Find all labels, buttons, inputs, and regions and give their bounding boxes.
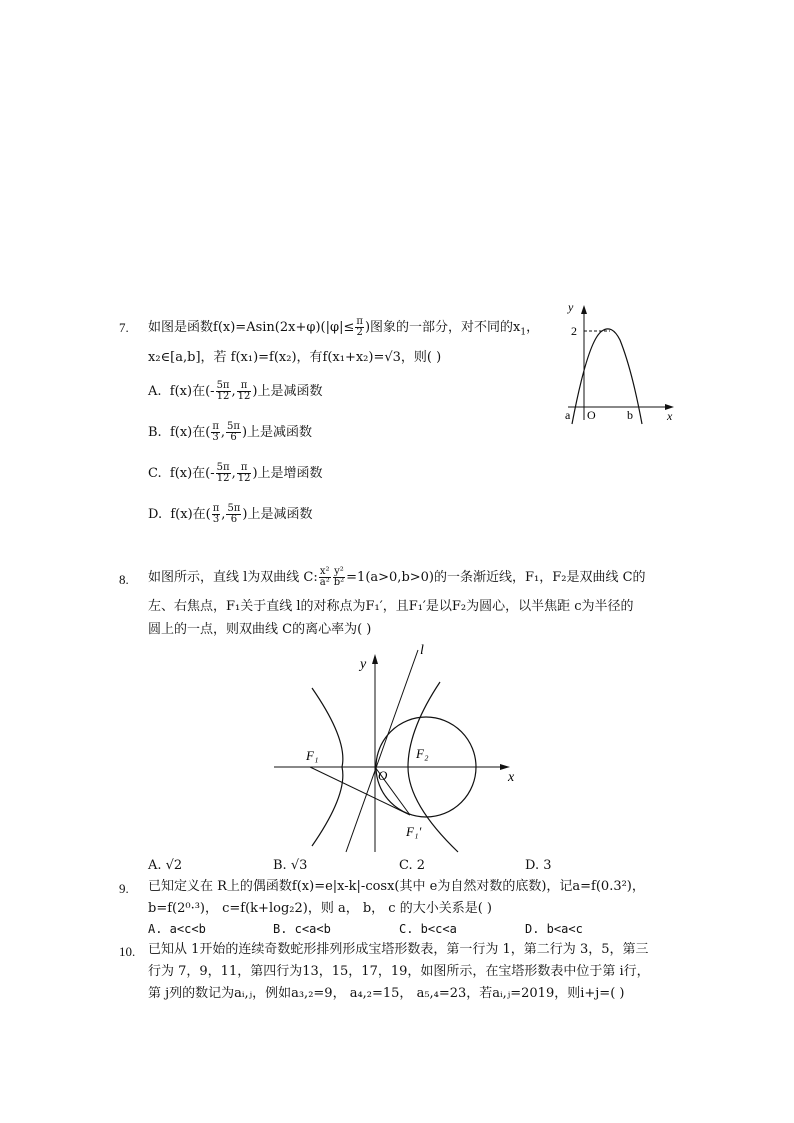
q7-graph-y-label: y	[568, 300, 574, 314]
q10-line1: 已知从 1开始的连续奇数蛇形排列形成宝塔形数表，第一行为 1，第二行为 3，5，第三	[148, 942, 649, 957]
q7-graph-b-label: b	[627, 408, 633, 422]
q8-option-c[interactable]: C. 2	[399, 858, 426, 873]
q8-hyperbola-figure	[268, 640, 528, 855]
q9-line1: 已知定义在 R上的偶函数f(x)=e|x-k|-cosx(其中 e为自然对数的底数)，记a=f(0.3²)，	[148, 879, 645, 894]
q8-figure-f1-label: F₁	[306, 748, 319, 763]
q8-line1: 如图所示，直线 l为双曲线 C: $\frac{\text{x²}}{\text{a²}}$ $\frac{\text{y²}}{\text{b²}}$ =1(a>0,b>0)的一条渐近线，F₁，F₂是双曲线 C的	[148, 566, 646, 588]
q8-figure-y-label: y	[360, 657, 367, 672]
q7-option-a[interactable]: A. f(x)在(- $\frac{5\pi}{12}$ , $\frac{\pi}{12}$ )上是减函数	[148, 380, 323, 402]
q8-figure-x-label: x	[508, 770, 515, 785]
q10-line2: 行为 7，9，11，第四行为13，15，17，19，如图所示，在宝塔形数表中位于第 i行，	[148, 964, 650, 979]
q8-figure-l-label: l	[420, 643, 424, 658]
q7-graph-x-label: x	[667, 409, 673, 423]
q8-figure-origin-label: O	[378, 768, 388, 783]
q8-option-b[interactable]: B. √3	[273, 858, 308, 873]
q9-option-b[interactable]: B. c<a<b	[273, 922, 331, 936]
q10-number: 10.	[119, 944, 136, 959]
q8-option-d[interactable]: D. 3	[525, 858, 552, 873]
q7-graph-origin-label: O	[587, 408, 596, 422]
q7-graph-a-label: a	[565, 408, 571, 422]
q9-option-c[interactable]: C. b<c<a	[399, 922, 457, 936]
q7-option-d[interactable]: D. f(x)在( $\frac{\pi}{3}$ , $\frac{5\pi}{6}$ )上是减函数	[148, 503, 313, 525]
q9-option-d[interactable]: D. b<a<c	[525, 922, 583, 936]
q7-number: 7.	[119, 320, 129, 335]
q10-line3: 第 j列的数记为aᵢ,ⱼ，例如a₃,₂=9， a₄,₂=15， a₅,₄=23，若aᵢ,ⱼ=2019，则i+j=( )	[148, 986, 625, 1001]
q7-option-b[interactable]: B. f(x)在( $\frac{\pi}{3}$ , $\frac{5\pi}{6}$ )上是减函数	[148, 421, 313, 443]
q9-number: 9.	[119, 881, 129, 896]
q7-sine-graph	[560, 300, 680, 430]
q8-line3: 圆上的一点，则双曲线 C的离心率为( )	[148, 622, 372, 637]
q7-graph-max-label: 2	[571, 324, 577, 338]
q7-stem-line1: 如图是函数f(x)=Asin(2x+φ)(|φ|≤ $\frac{\pi}{2}$ )图象的一部分，对不同的$x_1$，	[148, 316, 540, 338]
q8-figure-f1prime-label: F₁′	[406, 824, 422, 839]
q8-option-a[interactable]: A. √2	[148, 858, 183, 873]
q9-option-a[interactable]: A. a<c<b	[148, 922, 206, 936]
q8-number: 8.	[119, 572, 129, 587]
q7-option-c[interactable]: C. f(x)在(- $\frac{5\pi}{12}$ , $\frac{\pi}{12}$ )上是增函数	[148, 462, 323, 484]
q7-stem-line2: x₂∈[a,b]，若 f(x₁)=f(x₂)，有f(x₁+x₂)=√3，则( )	[148, 350, 442, 365]
q9-line2: b=f(2⁰·³)， c=f(k+log₂2)，则 a， b， c 的大小关系是( )	[148, 901, 492, 916]
q8-line2: 左、右焦点，F₁关于直线 l的对称点为F₁′，且F₁′是以F₂为圆心，以半焦距 c为半径的	[148, 599, 634, 614]
q8-figure-f2-label: F₂	[416, 746, 429, 761]
